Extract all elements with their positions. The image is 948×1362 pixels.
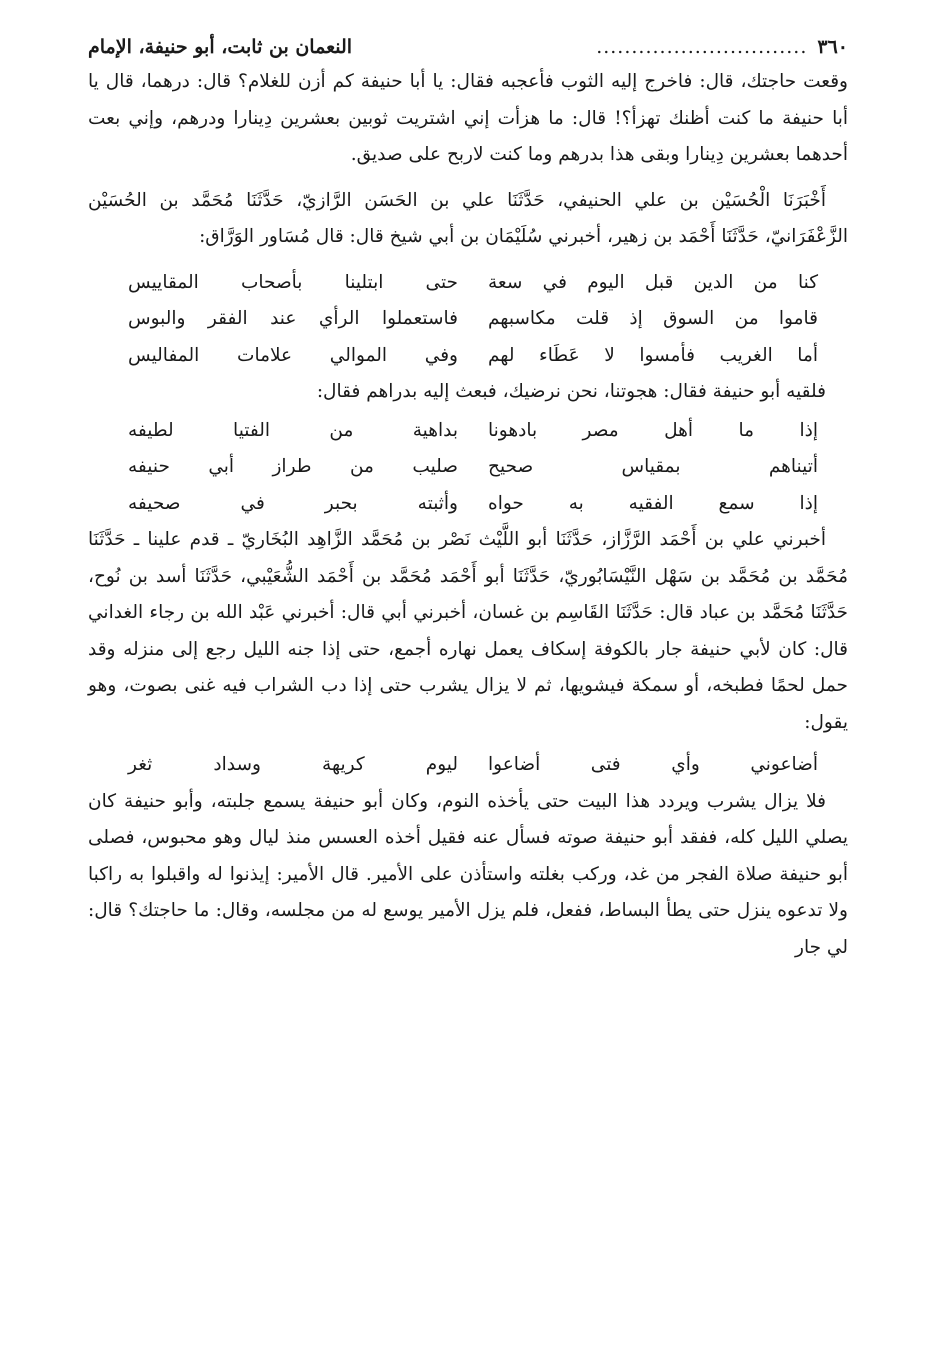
verse-hemistich-second: حتى ابتلينا بأصحاب المقاييس — [128, 271, 458, 293]
verse-line — [88, 747, 848, 784]
verse-hemistich-first: قاموا من السوق إذ قلت مكاسبهم — [488, 308, 818, 329]
paragraph-isnad-1: أَخْبَرَنَا الْحُسَيْن بن علي الحنيفي، حَدَّثَنَا علي بن الحَسَن الرَّازيّ، حَدَّثَنَا مُحَمَّد بن الحُسَيْن الزَّعْفَرَانيّ، حَدَّثَنَا أَحْمَد بن زهير، أخبرني سُلَيْمَان بن أبي شيخ قال: قال مُسَاور الوَرَّاق: — [88, 189, 848, 247]
verse-hemistich-first: أما الغريب فأمسوا لا عَطَاء لهم — [488, 344, 818, 366]
verse-hemistich-second: صليب من طراز أبي حنيفه — [128, 456, 458, 477]
verse-line — [88, 265, 848, 302]
verse-line — [88, 301, 848, 338]
verse-line — [88, 413, 848, 450]
verse-hemistich-first: إذا سمع الفقيه به حواه — [488, 492, 818, 514]
paragraph-final: فلا يزال يشرب ويردد هذا البيت حتى يأخذه النوم، وكان أبو حنيفة يسمع جلبته، وأبو حنيفة كان يصلي الليل كله، ففقد أبو حنيفة صوته فسأل عنه فقيل أخذه العسس منذ ليال وهو محبوس، فصلى أبو حنيفة صلاة الفجر من غد، وركب بغلته واستأذن على الأمير. قال الأمير: إيذنوا له واقبلوا به راكبا ولا تدعوه ينزل حتى يطأ البساط، ففعل، فلم يزل الأمير يوسع له من مجلسه، وقال: ما حاجتك؟ قال: لي جار — [88, 790, 848, 958]
verse-line — [88, 449, 848, 486]
paragraph-continuation: وقعت حاجتك، قال: فاخرج إليه الثوب فأعجبه فقال: يا أبا حنيفة كم أزن للغلام؟ قال: درهما، قال يا أبا حنيفة ما كنت أظنك تهزأ؟! قال: ما هزأت إني اشتريت ثوبين بعشرين دِينارا ودرهم، وإني بعت أحدهما بعشرين دِينارا وبقى هذا بدرهم وما كنت لاربح على صديق. — [88, 71, 848, 165]
poem-3 — [88, 747, 848, 784]
running-header — [88, 30, 848, 64]
header-leader-dots: .............................. — [596, 36, 808, 58]
page-number: ٣٦٠ — [817, 36, 848, 58]
paragraph-response: فلقيه أبو حنيفة فقال: هجوتنا، نحن نرضيك، فبعث إليه بدراهم فقال: — [316, 381, 826, 402]
verse-hemistich-first: إذا ما أهل مصر بادهونا — [488, 419, 818, 441]
page — [88, 30, 848, 966]
running-title: النعمان بن ثابت، أبو حنيفة، الإمام — [88, 36, 353, 58]
verse-hemistich-second: وفي الموالي علامات المفاليس — [128, 344, 458, 366]
verse-hemistich-second: ليوم كريهة وسداد ثغر — [128, 754, 458, 775]
poem-2 — [88, 413, 848, 523]
verse-hemistich-second: وأثبته بحبر في صحيفه — [128, 492, 458, 514]
verse-hemistich-first: أضاعوني وأي فتى أضاعوا — [488, 754, 818, 775]
verse-hemistich-second: بداهية من الفتيا لطيفه — [128, 419, 458, 441]
verse-hemistich-first: أتيناهم بمقياس صحيح — [488, 456, 818, 477]
verse-line — [88, 338, 848, 375]
verse-line — [88, 486, 848, 523]
verse-hemistich-second: فاستعملوا الرأي عند الفقر والبوس — [128, 308, 458, 329]
paragraph-isnad-2: أخبرني علي بن أَحْمَد الرَّزَّاز، حَدَّثَنَا أبو اللَّيْث نَصْر بن مُحَمَّد الزَّاهِد البُخَاريّ ـ قدم علينا ـ حَدَّثَنَا مُحَمَّد بن مُحَمَّد بن سَهْل النَّيْسَابُوريّ، حَدَّثَنَا أبو أَحْمَد مُحَمَّد بن أَحْمَد الشُّعَيْبي، حَدَّثَنَا أسد بن نُوح، حَدَّثَنَا مُحَمَّد بن عباد قال: حَدَّثَنَا القَاسِم بن غسان، أخبرني أبي قال: أخبرني عَبْد الله بن رجاء الغداني قال: كان لأبي حنيفة جار بالكوفة إسكاف يعمل نهاره أجمع، حتى إذا جنه الليل رجع إلى منزله وقد حمل لحمًا فطبخه، أو سمكة فيشويها، ثم لا يزال يشرب حتى إذا دب الشراب فيه غنى بصوت، وهو يقول: — [88, 529, 848, 733]
poem-1 — [88, 265, 848, 375]
verse-hemistich-first: كنا من الدين قبل اليوم في سعة — [488, 271, 818, 293]
